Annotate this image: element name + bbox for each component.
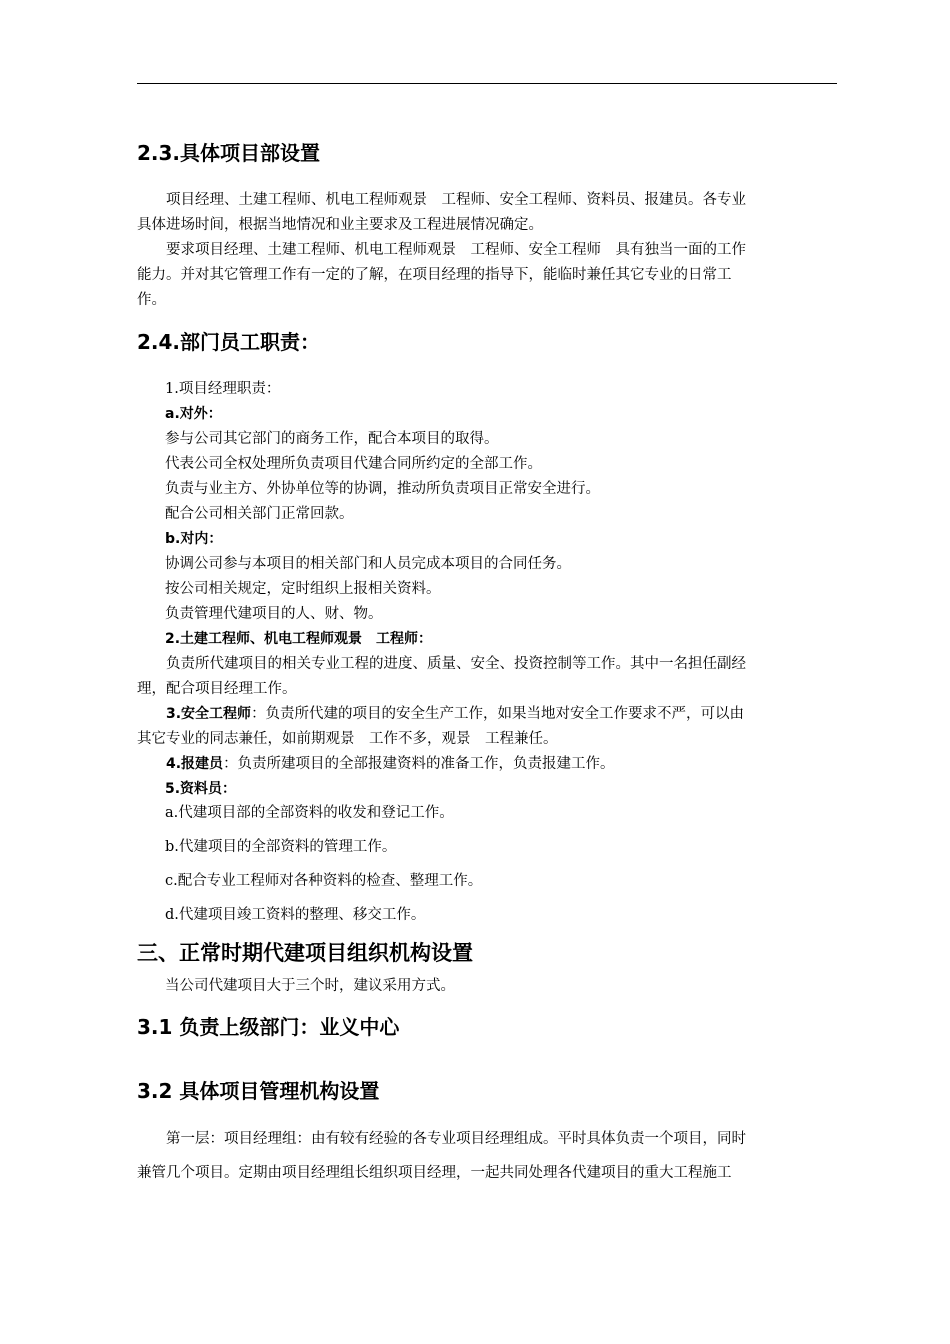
s23-para1-line2: 具体进场时间，根据当地情况和业主要求及工程进展情况确定。 — [137, 217, 543, 233]
section-3-title: 三、正常时期代建项目组织机构设置 — [137, 941, 473, 965]
section-2-4-title: 2.4.部门员工职责： — [137, 330, 321, 354]
item-1-label: 1.项目经理职责： — [165, 381, 281, 397]
item-4-label: 4.报建员 — [166, 756, 224, 772]
item-5-label: 5.资料员： — [165, 781, 237, 797]
item-4-line — [137, 752, 837, 777]
item-b-line3: 负责管理代建项目的人、财、物。 — [165, 606, 383, 622]
s23-para2-line3: 作。 — [137, 292, 166, 308]
item-5c: c.配合专业工程师对各种资料的检查、整理工作。 — [165, 873, 483, 889]
item-3-label: 3.安全工程师 — [166, 706, 252, 722]
item-b-line1: 协调公司参与本项目的相关部门和人员完成本项目的合同任务。 — [165, 556, 571, 572]
item-2-line2: 理，配合项目经理工作。 — [137, 681, 297, 697]
s32-para1-line1: 第一层：项目经理组：由有较有经验的各专业项目经理组成。平时具体负责一个项目，同时 — [166, 1131, 746, 1147]
header-rule — [137, 83, 837, 84]
item-b-label: b.对内： — [165, 531, 223, 547]
item-3-line2: 其它专业的同志兼任，如前期观景 工作不多，观景 工程兼任。 — [137, 731, 558, 747]
section-3-1-title: 3.1 负责上级部门：业义中心 — [137, 1015, 400, 1039]
s23-para2-line1: 要求项目经理、土建工程师、机电工程师观景 工程师、安全工程师 具有独当一面的工作 — [166, 242, 746, 258]
item-a-label: a.对外： — [165, 406, 222, 422]
item-a-line2: 代表公司全权处理所负责项目代建合同所约定的全部工作。 — [165, 456, 542, 472]
item-5a: a.代建项目部的全部资料的收发和登记工作。 — [165, 805, 454, 821]
s23-para1-line1: 项目经理、土建工程师、机电工程师观景 工程师、安全工程师、资料员、报建员。各专业 — [166, 192, 746, 208]
item-a-line1: 参与公司其它部门的商务工作，配合本项目的取得。 — [165, 431, 499, 447]
section-3-2-title: 3.2 具体项目管理机构设置 — [137, 1079, 380, 1103]
section-2-3-title: 2.3.具体项目部设置 — [137, 141, 321, 165]
item-5b: b.代建项目的全部资料的管理工作。 — [165, 839, 397, 855]
item-a-line3: 负责与业主方、外协单位等的协调，推动所负责项目正常安全进行。 — [165, 481, 600, 497]
s32-para1-line2: 兼管几个项目。定期由项目经理组长组织项目经理，一起共同处理各代建项目的重大工程施工 — [137, 1165, 732, 1181]
item-a-line4: 配合公司相关部门正常回款。 — [165, 506, 354, 522]
item-2-line1: 负责所代建项目的相关专业工程的进度、质量、安全、投资控制等工作。其中一名担任副经 — [166, 656, 746, 672]
s23-para2-line2: 能力。并对其它管理工作有一定的了解，在项目经理的指导下，能临时兼任其它专业的日常工 — [137, 267, 732, 283]
section-3-intro: 当公司代建项目大于三个时，建议采用方式。 — [165, 978, 455, 994]
item-3-line1 — [137, 702, 837, 727]
item-2-label: 2.土建工程师、机电工程师观景 工程师： — [165, 631, 433, 647]
item-3-text: ：负责所代建的项目的安全生产工作，如果当地对安全工作要求不严，可以由 — [251, 706, 745, 722]
item-5d: d.代建项目竣工资料的整理、移交工作。 — [165, 907, 426, 923]
item-b-line2: 按公司相关规定，定时组织上报相关资料。 — [165, 581, 441, 597]
item-4-text: ：负责所建项目的全部报建资料的准备工作，负责报建工作。 — [223, 756, 615, 772]
